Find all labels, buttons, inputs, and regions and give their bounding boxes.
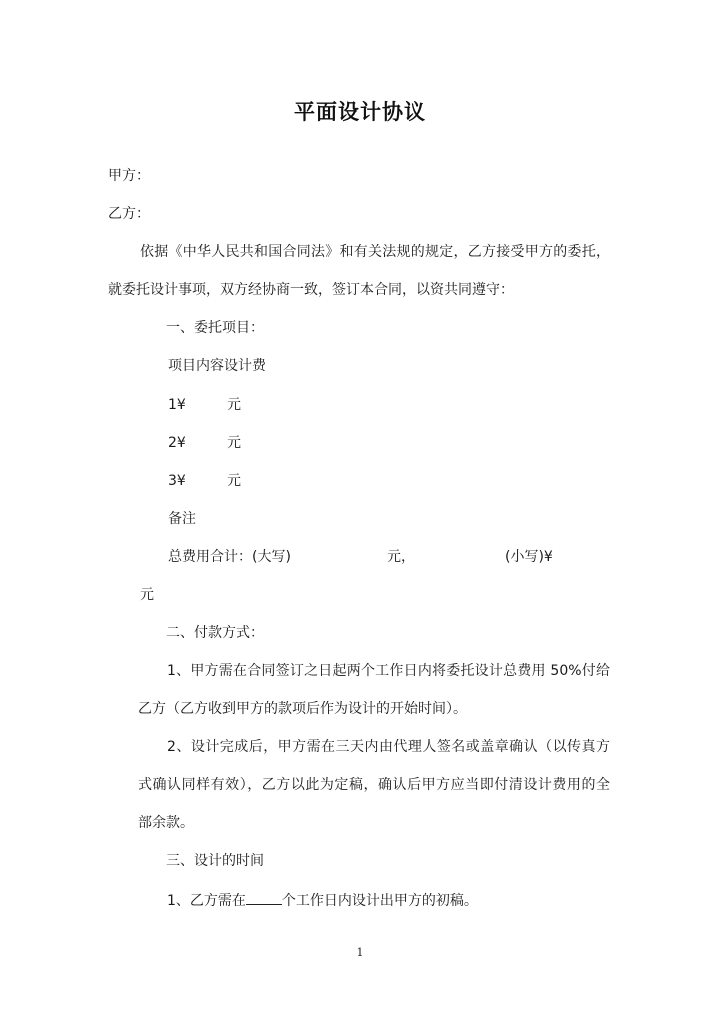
- party-b-label: 乙方：: [108, 206, 150, 222]
- remark-label: 备注: [168, 511, 196, 527]
- preamble-line-2: 就委托设计事项，双方经协商一致，签订本合同，以资共同遵守：: [108, 282, 514, 298]
- total-label: 总费用合计：(大写): [168, 549, 291, 565]
- days-blank: [246, 890, 282, 905]
- item-number: 1¥: [168, 397, 186, 413]
- time-clause-1: [167, 890, 478, 910]
- preamble-line-1: 依据《中华人民共和国合同法》和有关法规的规定，乙方接受甲方的委托，: [140, 244, 610, 260]
- payment-clause-2-line-3: 部余款。: [138, 815, 194, 831]
- item-number: 2¥: [168, 435, 186, 451]
- item-unit: 元: [227, 473, 241, 489]
- payment-clause-1-line-1: 1、甲方需在合同签订之日起两个工作日内将委托设计总费用 50%付给: [167, 663, 610, 679]
- total-lower-label: (小写)¥: [505, 549, 553, 565]
- page-number: 1: [356, 946, 364, 959]
- section1-heading: 一、委托项目：: [166, 320, 264, 336]
- party-a-label: 甲方：: [108, 168, 150, 184]
- item-unit: 元: [227, 435, 241, 451]
- time-clause-prefix: 1、乙方需在: [167, 893, 246, 909]
- total-unit-lower: 元: [140, 587, 154, 603]
- columns-label: 项目内容设计费: [168, 358, 266, 374]
- section3-heading: 三、设计的时间: [166, 853, 264, 869]
- payment-clause-2-line-1: 2、设计完成后，甲方需在三天内由代理人签名或盖章确认（以传真方: [167, 739, 610, 755]
- total-unit-upper: 元，: [387, 549, 415, 565]
- section2-heading: 二、付款方式：: [166, 625, 264, 641]
- time-clause-suffix: 个工作日内设计出甲方的初稿。: [281, 893, 478, 909]
- document-title: 平面设计协议: [294, 99, 426, 124]
- item-number: 3¥: [168, 473, 186, 489]
- payment-clause-2-line-2: 式确认同样有效），乙方以此为定稿，确认后甲方应当即付清设计费用的全: [138, 777, 610, 793]
- item-unit: 元: [227, 397, 241, 413]
- payment-clause-1-line-2: 乙方（乙方收到甲方的款项后作为设计的开始时间）。: [138, 701, 467, 717]
